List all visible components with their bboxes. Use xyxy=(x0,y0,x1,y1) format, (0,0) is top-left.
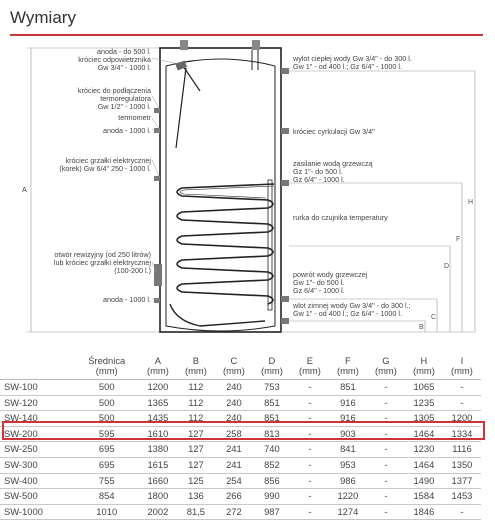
dimensions-table xyxy=(0,354,481,520)
table-cell: 903 xyxy=(329,426,367,442)
table-cell: 258 xyxy=(215,426,253,442)
table-cell: 1365 xyxy=(139,395,177,411)
dim-label-h: H xyxy=(468,199,474,206)
table-cell: 916 xyxy=(329,395,367,411)
label-inspection-3: (100-200 l.) xyxy=(114,266,151,275)
table-cell: 1235 xyxy=(405,395,443,411)
column-header-name: H xyxy=(420,355,428,366)
table-cell: 112 xyxy=(177,380,215,396)
table-row xyxy=(0,473,481,489)
table-cell: 112 xyxy=(177,395,215,411)
table-cell: 1230 xyxy=(405,442,443,458)
table-cell: - xyxy=(291,442,329,458)
table-cell: 1274 xyxy=(329,504,367,520)
table-cell: - xyxy=(367,380,405,396)
column-header xyxy=(0,354,75,380)
column-header-unit: (mm) xyxy=(298,365,321,376)
table-cell: - xyxy=(367,395,405,411)
table-cell: 916 xyxy=(329,411,367,427)
table-cell: 1660 xyxy=(139,473,177,489)
table-cell: 266 xyxy=(215,489,253,505)
table-cell: 851 xyxy=(329,380,367,396)
table-cell: 813 xyxy=(253,426,291,442)
label-supply-3: Gz 6/4" - 1000 l. xyxy=(293,175,345,184)
table-cell: - xyxy=(443,380,481,396)
table-cell: - xyxy=(291,504,329,520)
table-cell: - xyxy=(291,457,329,473)
column-header-unit: (mm) xyxy=(222,365,245,376)
table-row xyxy=(0,395,481,411)
table-cell: - xyxy=(367,442,405,458)
table-row xyxy=(0,411,481,427)
label-cold-in-2: Gw 1" - od 400 l.; Gz 6/4" - 1000 l. xyxy=(293,309,402,318)
column-header-unit: (mm) xyxy=(336,365,359,376)
label-anode-small: anoda - 1000 l. xyxy=(103,126,151,135)
model-cell: SW-400 xyxy=(0,473,75,489)
table-cell: 1200 xyxy=(443,411,481,427)
label-inspection-1: otwór rewizyjny (od 250 litrów) xyxy=(54,250,151,259)
column-header-name: A xyxy=(154,355,162,366)
table-cell: 1846 xyxy=(405,504,443,520)
table-row xyxy=(0,442,481,458)
model-cell: SW-100 xyxy=(0,380,75,396)
table-cell: 1615 xyxy=(139,457,177,473)
table-cell: 254 xyxy=(215,473,253,489)
label-supply-2: Gz 1"- do 500 l. xyxy=(293,167,343,176)
column-header-unit: (mm) xyxy=(260,365,283,376)
table-cell: 240 xyxy=(215,411,253,427)
table-cell: 240 xyxy=(215,380,253,396)
label-heater-1: króciec grzałki elektrycznej xyxy=(65,156,151,165)
label-temp-sensor: rurka do czujnika temperatury xyxy=(293,213,388,222)
label-supply-1: zasilanie wodą grzewczą xyxy=(293,159,373,168)
label-circulation: króciec cyrkulacji Gw 3/4" xyxy=(293,127,375,136)
table-cell: 986 xyxy=(329,473,367,489)
table-cell: - xyxy=(367,426,405,442)
column-header xyxy=(177,354,215,380)
table-cell: 1350 xyxy=(443,457,481,473)
table-cell: 1800 xyxy=(139,489,177,505)
table-row xyxy=(0,489,481,505)
left-labels xyxy=(54,47,152,304)
table-cell: 2002 xyxy=(139,504,177,520)
table-cell: - xyxy=(291,380,329,396)
label-anode-1: anoda - do 500 l. xyxy=(97,47,151,56)
table-cell: 695 xyxy=(75,457,139,473)
label-hot-out-2: Gw 1" - od 400 l.; Gz 6/4" - 1000 l. xyxy=(293,62,402,71)
table-cell: - xyxy=(291,489,329,505)
table-cell: 854 xyxy=(75,489,139,505)
label-heater-2: (korek) Gw 6/4" 250 - 1000 l. xyxy=(59,164,151,173)
label-anode-2: króciec odpowietrznika xyxy=(78,55,151,64)
dim-label-b: B xyxy=(419,324,424,331)
table-cell: 953 xyxy=(329,457,367,473)
dim-label-a: A xyxy=(22,185,27,194)
column-header-name: Średnica xyxy=(88,355,126,366)
model-cell: SW-250 xyxy=(0,442,75,458)
table-cell: - xyxy=(291,395,329,411)
table-cell: 753 xyxy=(253,380,291,396)
table-cell: 856 xyxy=(253,473,291,489)
column-header xyxy=(443,354,481,380)
model-cell: SW-1000 xyxy=(0,504,75,520)
column-header xyxy=(139,354,177,380)
table-cell: - xyxy=(291,426,329,442)
label-inspection-2: lub króciec grzałki elektrycznej xyxy=(53,258,151,267)
column-header xyxy=(75,354,139,380)
column-header-unit: (mm) xyxy=(95,365,118,376)
table-cell: 240 xyxy=(215,395,253,411)
label-thermoreg-3: Gw 1/2" - 1000 l. xyxy=(97,102,151,111)
column-header-unit: (mm) xyxy=(184,365,207,376)
table-cell: 1305 xyxy=(405,411,443,427)
column-header xyxy=(253,354,291,380)
table-cell: 241 xyxy=(215,442,253,458)
table-cell: 500 xyxy=(75,395,139,411)
table-header-row xyxy=(0,354,481,380)
table-cell: 851 xyxy=(253,395,291,411)
table-cell: 841 xyxy=(329,442,367,458)
column-header-name: I xyxy=(460,355,464,366)
table-cell: 1464 xyxy=(405,426,443,442)
model-cell: SW-200 xyxy=(0,426,75,442)
column-header-unit: (mm) xyxy=(374,365,397,376)
table-body xyxy=(0,380,481,520)
table-cell: - xyxy=(367,457,405,473)
dim-label-f: F xyxy=(456,236,461,243)
table-cell: 1464 xyxy=(405,457,443,473)
table-cell: 127 xyxy=(177,442,215,458)
table-cell: - xyxy=(291,411,329,427)
table-cell: 125 xyxy=(177,473,215,489)
table-cell: 112 xyxy=(177,411,215,427)
table-cell: 1453 xyxy=(443,489,481,505)
table-row xyxy=(0,380,481,396)
table-cell: 987 xyxy=(253,504,291,520)
table-cell: 127 xyxy=(177,426,215,442)
label-anode-3: Gw 3/4" - 1000 l. xyxy=(97,63,151,72)
label-return-3: Gz 6/4" - 1000 l. xyxy=(293,286,345,295)
table-cell: 1377 xyxy=(443,473,481,489)
table-cell: 1010 xyxy=(75,504,139,520)
column-header-name: F xyxy=(345,355,351,366)
table-cell: 1220 xyxy=(329,489,367,505)
table-cell: 1334 xyxy=(443,426,481,442)
label-hot-out-1: wylot ciepłej wody Gw 3/4" - do 300 l. xyxy=(293,54,412,63)
table-cell: - xyxy=(367,489,405,505)
column-header-name: B xyxy=(192,355,200,366)
column-header xyxy=(367,354,405,380)
column-header-unit: (mm) xyxy=(451,365,473,376)
column-header xyxy=(291,354,329,380)
table-row xyxy=(0,426,481,442)
table-cell: 1435 xyxy=(139,411,177,427)
label-cold-in-1: wlot zimnej wody Gw 3/4" - do 300 l.; xyxy=(293,301,411,310)
table-cell: 852 xyxy=(253,457,291,473)
right-labels xyxy=(292,54,412,318)
table-cell: 851 xyxy=(253,411,291,427)
table-header xyxy=(0,354,481,380)
column-header-name: D xyxy=(268,355,276,366)
dim-label-c: C xyxy=(431,314,437,321)
model-cell: SW-120 xyxy=(0,395,75,411)
label-thermoreg-1: króciec do podłączenia xyxy=(77,86,151,95)
column-header-unit: (mm) xyxy=(412,365,435,376)
table-cell: 241 xyxy=(215,457,253,473)
table-cell: - xyxy=(443,504,481,520)
column-header xyxy=(405,354,443,380)
table-cell: 1610 xyxy=(139,426,177,442)
table-cell: - xyxy=(443,395,481,411)
column-header-name: G xyxy=(382,355,390,366)
dim-label-d: D xyxy=(444,263,450,270)
column-header xyxy=(329,354,367,380)
table-cell: - xyxy=(291,473,329,489)
column-header-name: C xyxy=(230,355,238,366)
table-cell: 81,5 xyxy=(177,504,215,520)
table-cell: - xyxy=(367,504,405,520)
table-cell: 1490 xyxy=(405,473,443,489)
table-cell: 990 xyxy=(253,489,291,505)
table-cell: 272 xyxy=(215,504,253,520)
table-cell: 695 xyxy=(75,442,139,458)
page-title: Wymiary xyxy=(10,8,76,27)
model-cell: SW-300 xyxy=(0,457,75,473)
table-cell: 500 xyxy=(75,380,139,396)
tank-diagram xyxy=(0,36,495,356)
label-return-1: powrót wody grzewczej xyxy=(293,270,368,279)
table-cell: 1116 xyxy=(443,442,481,458)
model-cell: SW-140 xyxy=(0,411,75,427)
model-cell: SW-500 xyxy=(0,489,75,505)
table-cell: 1584 xyxy=(405,489,443,505)
column-header-unit: (mm) xyxy=(146,365,169,376)
column-header-name: E xyxy=(306,355,314,366)
table-cell: 595 xyxy=(75,426,139,442)
label-anode-bottom: anoda - 1000 l. xyxy=(103,295,151,304)
table-row xyxy=(0,457,481,473)
table-cell: - xyxy=(367,473,405,489)
table-cell: 1380 xyxy=(139,442,177,458)
table-cell: 755 xyxy=(75,473,139,489)
table-cell: 1200 xyxy=(139,380,177,396)
label-thermometer: termometr xyxy=(118,113,151,122)
label-return-2: Gw 1"- do 500 l. xyxy=(293,278,345,287)
table-cell: - xyxy=(367,411,405,427)
column-header xyxy=(215,354,253,380)
table-cell: 740 xyxy=(253,442,291,458)
table-row xyxy=(0,504,481,520)
table-cell: 500 xyxy=(75,411,139,427)
table-cell: 136 xyxy=(177,489,215,505)
table-cell: 1065 xyxy=(405,380,443,396)
label-thermoreg-2: termoregulatora xyxy=(100,94,151,103)
table-cell: 127 xyxy=(177,457,215,473)
